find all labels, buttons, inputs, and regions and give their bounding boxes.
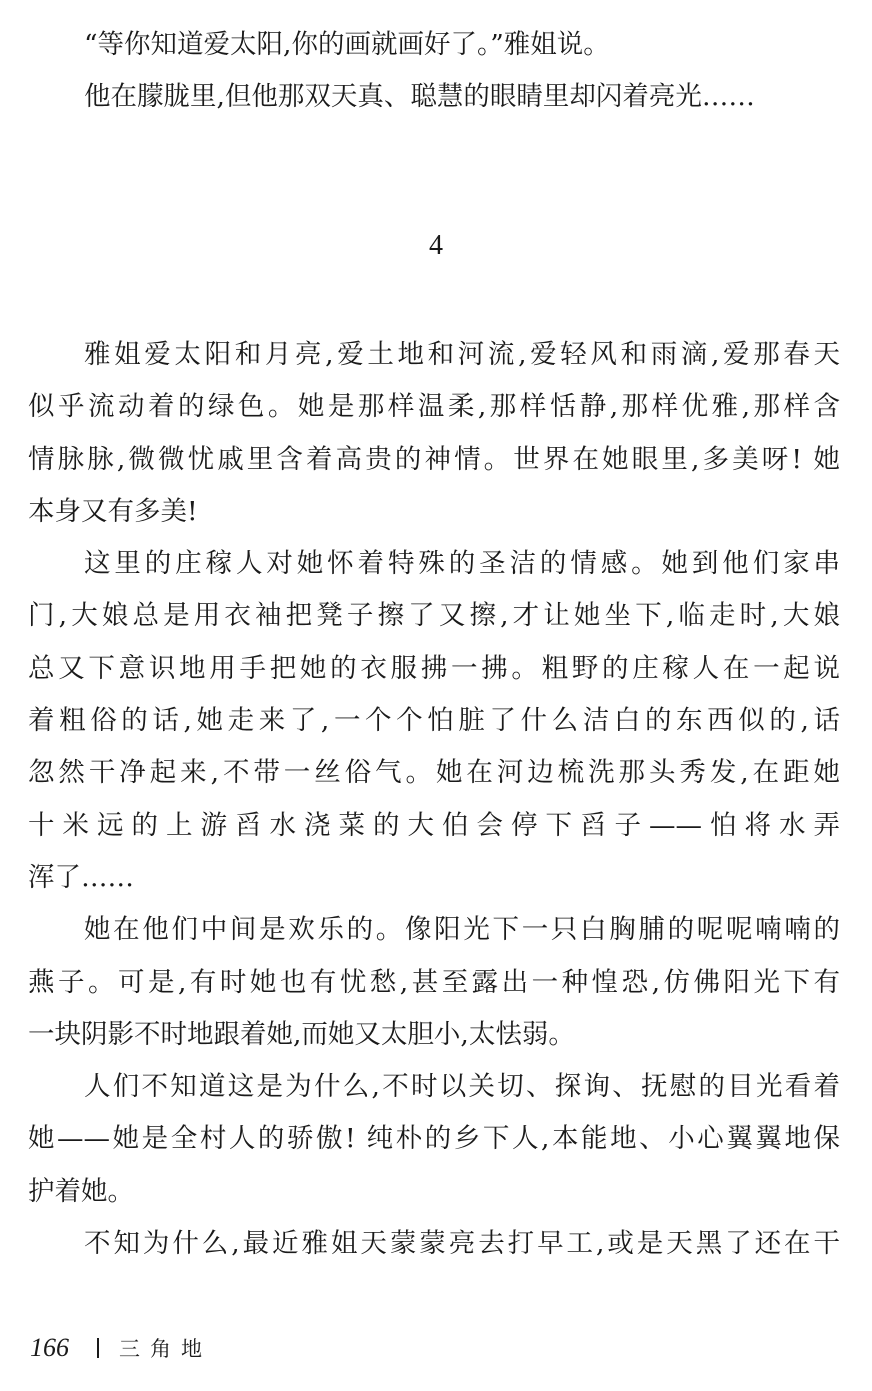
text-line: 十米远的上游舀水浇菜的大伯会停下舀子——怕将水弄 bbox=[28, 809, 840, 841]
text-line: 她在他们中间是欢乐的。像阳光下一只白胸脯的呢呢喃喃的 bbox=[84, 914, 840, 946]
page-footer bbox=[30, 1333, 212, 1363]
text-line: 忽然干净起来,不带一丝俗气。她在河边梳洗那头秀发,在距她 bbox=[28, 757, 840, 789]
text-line: 她——她是全村人的骄傲! 纯朴的乡下人,本能地、小心翼翼地保 bbox=[28, 1123, 840, 1155]
text-line: 浑了…… bbox=[28, 861, 134, 893]
body-text bbox=[28, 329, 840, 1270]
text-line: 护着她。 bbox=[28, 1175, 134, 1207]
text-line: 一块阴影不时地跟着她,而她又太胆小,太怯弱。 bbox=[28, 1018, 575, 1050]
text-line: 这里的庄稼人对她怀着特殊的圣洁的情感。她到他们家串 bbox=[84, 548, 840, 580]
text-line: 不知为什么,最近雅姐天蒙蒙亮去打早工,或是天黑了还在干 bbox=[84, 1228, 840, 1260]
text-line: 门,大娘总是用衣袖把凳子擦了又擦,才让她坐下,临走时,大娘 bbox=[28, 600, 840, 632]
page-number: 166 bbox=[30, 1333, 69, 1362]
text-line: 似乎流动着的绿色。她是那样温柔,那样恬静,那样优雅,那样含 bbox=[28, 391, 840, 423]
text-line: 他在朦胧里,但他那双天真、聪慧的眼睛里却闪着亮光…… bbox=[84, 81, 755, 113]
text-line: 总又下意识地用手把她的衣服拂一拂。粗野的庄稼人在一起说 bbox=[28, 652, 840, 684]
paragraph bbox=[28, 329, 840, 538]
footer-divider bbox=[97, 1338, 99, 1358]
text-line: 燕子。可是,有时她也有忧愁,甚至露出一种惶恐,仿佛阳光下有 bbox=[28, 966, 840, 998]
paragraph bbox=[28, 1061, 840, 1218]
paragraph bbox=[28, 538, 840, 904]
text-line: 本身又有多美! bbox=[28, 495, 198, 527]
top-text bbox=[28, 19, 840, 124]
book-title: 三角地 bbox=[119, 1337, 212, 1361]
text-line: 情脉脉,微微忧戚里含着高贵的神情。世界在她眼里,多美呀! 她 bbox=[28, 443, 840, 475]
paragraph bbox=[28, 1218, 840, 1270]
section-number: 4 bbox=[429, 230, 443, 261]
text-line: 雅姐爱太阳和月亮,爱土地和河流,爱轻风和雨滴,爱那春天 bbox=[84, 339, 840, 370]
paragraph bbox=[28, 904, 840, 1061]
text-line: 着粗俗的话,她走来了,一个个怕脏了什么洁白的东西似的,话 bbox=[28, 705, 840, 737]
text-line: 人们不知道这是为什么,不时以关切、探询、抚慰的目光看着 bbox=[84, 1071, 840, 1103]
text-line: “等你知道爱太阳,你的画就画好了。”雅姐说。 bbox=[84, 29, 610, 60]
